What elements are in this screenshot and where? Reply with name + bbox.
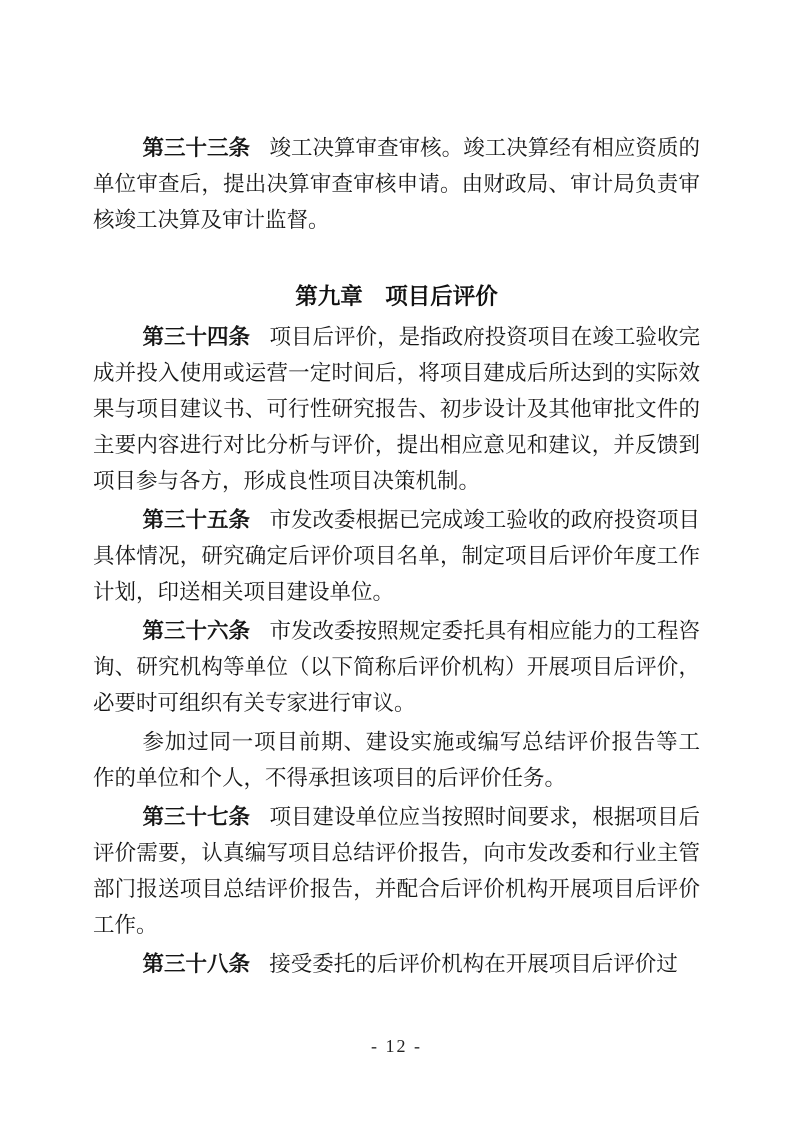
article-36-paragraph [93, 613, 700, 721]
page-number: - 12 - [371, 1036, 422, 1056]
article-34-number: 第三十四条 [142, 325, 251, 349]
chapter-number: 第九章 [295, 284, 363, 309]
article-33-paragraph [93, 130, 700, 238]
article-34-text: 项目后评价，是指政府投资项目在竣工验收完成并投入使用或运营一定时间后，将项目建成后所达到的实际效果与项目建议书、可行性研究报告、初步设计及其他审批文件的主要内容进行对比分析与评价，提出相应意见和建议，并反馈到项目参与各方，形成良性项目决策机制。 [93, 325, 700, 493]
article-36-number: 第三十六条 [142, 619, 251, 643]
article-35-number: 第三十五条 [142, 508, 251, 532]
article-35-paragraph [93, 502, 700, 610]
article-38-number: 第三十八条 [142, 952, 250, 976]
document-body [93, 130, 700, 985]
article-37-number: 第三十七条 [142, 805, 251, 829]
article-38-text: 接受委托的后评价机构在开展项目后评价过 [269, 952, 678, 976]
article-35-text: 市发改委根据已完成竣工验收的政府投资项目具体情况，研究确定后评价项目名单，制定项目后评价年度工作计划，印送相关项目建设单位。 [93, 508, 700, 604]
chapter-9-heading [93, 279, 700, 315]
chapter-title: 项目后评价 [385, 284, 498, 309]
article-38-paragraph [93, 946, 700, 982]
article-34-paragraph [93, 319, 700, 499]
article-36-subparagraph-text: 参加过同一项目前期、建设实施或编写总结评价报告等工作的单位和个人，不得承担该项目的后评价任务。 [93, 730, 700, 790]
article-37-paragraph [93, 799, 700, 943]
article-33-number: 第三十三条 [142, 136, 251, 160]
article-36-text: 市发改委按照规定委托具有相应能力的工程咨询、研究机构等单位（以下简称后评价机构）开展项目后评价，必要时可组织有关专家进行审议。 [93, 619, 700, 715]
article-37-text: 项目建设单位应当按照时间要求，根据项目后评价需要，认真编写项目总结评价报告，向市发改委和行业主管部门报送项目总结评价报告，并配合后评价机构开展项目后评价工作。 [93, 805, 700, 937]
article-36-subparagraph [93, 724, 700, 796]
article-33-text: 竣工决算审查审核。竣工决算经有相应资质的单位审查后，提出决算审查审核申请。由财政局、审计局负责审核竣工决算及审计监督。 [93, 136, 700, 232]
